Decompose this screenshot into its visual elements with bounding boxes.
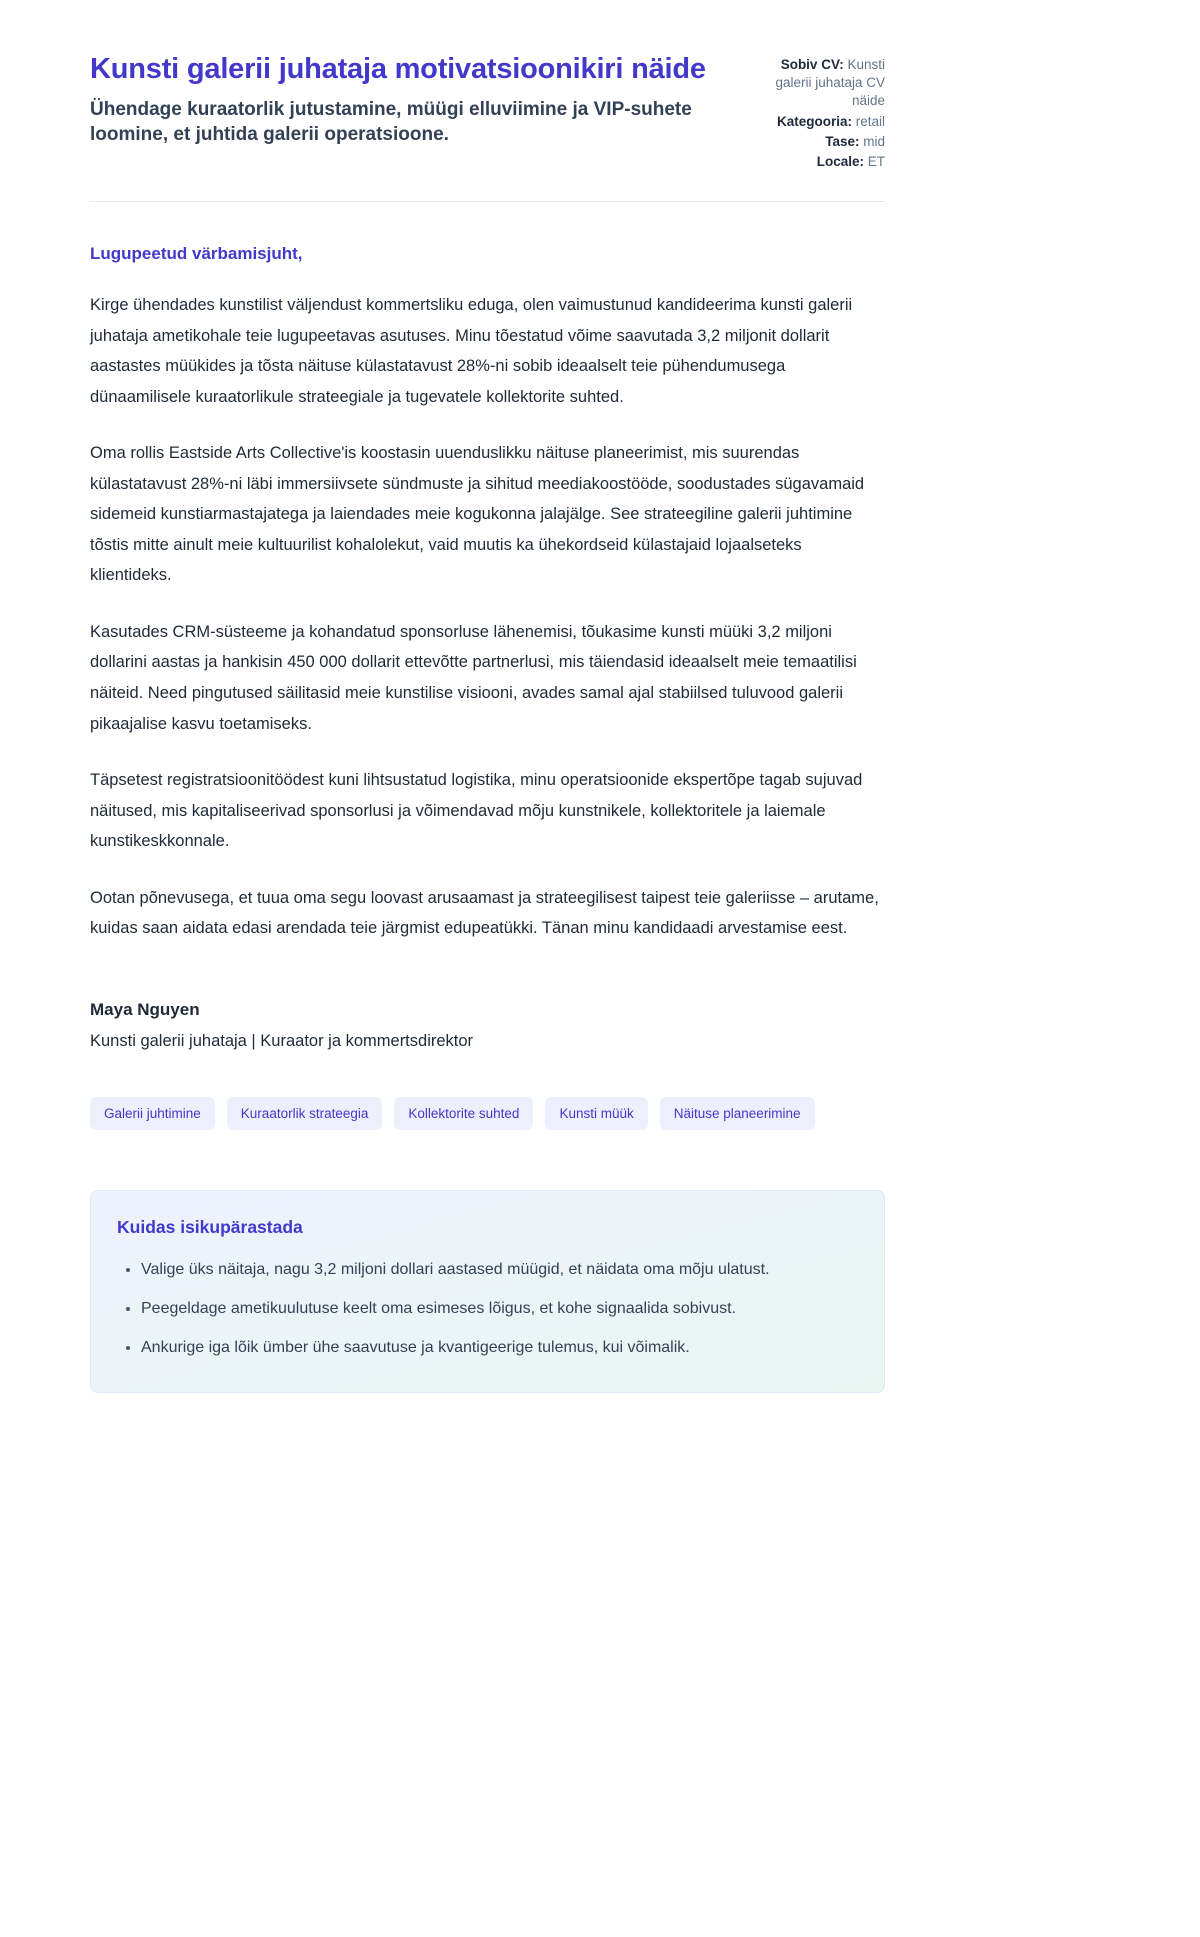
meta-value-level: mid: [863, 133, 885, 149]
meta-item-matching-cv: [757, 56, 885, 111]
signature-name: Maya Nguyen: [90, 999, 200, 1019]
letter-paragraph-1: Kirge ühendades kunstilist väljendust kommertsliku eduga, olen vaimustunud kandideerima kunsti galerii juhataja ametikohale teie lugupeetavas asutuses. Minu tõestatud võime saavutada 3,2 miljonit dollarit aastastes müükides ja tõsta näituse külastatavust 28%-ni sobib ideaalselt teie pühendumusega dünaamilisele kuraatorlikule strateegiale ja tugevatele kollektorite suhted.: [90, 296, 853, 406]
meta-label-matching-cv: Sobiv CV:: [780, 57, 844, 72]
meta-panel: [757, 52, 885, 173]
tip-item-1: • Valige üks näitaja, nagu 3,2 miljoni dollari aastased müügid, et näidata oma mõju ulatust.: [141, 1256, 858, 1284]
meta-value-category: retail: [855, 113, 885, 129]
header-left: [90, 52, 715, 148]
tip-item-3: • Ankurige iga lõik ümber ühe saavutuse ja kvantigeerige tulemus, kui võimalik.: [141, 1334, 858, 1362]
meta-label-category: Kategooria:: [776, 113, 852, 129]
letter-paragraph-5: Ootan põnevusega, et tuua oma segu loovast arusaamast ja strateegilisest taipest teie galeriisse – arutame, kuidas saan aidata edasi arendada teie järgmist edupeatükki. Tänan minu kandidaadi arvestamise eest.: [90, 888, 879, 938]
tips-box: [90, 1190, 885, 1393]
meta-item-locale: [757, 153, 885, 171]
signature-role: Kunsti galerii juhataja | Kuraator ja kommertsdirektor: [90, 1031, 474, 1050]
meta-item-level: [757, 133, 885, 151]
header: [90, 52, 885, 173]
meta-label-locale: Locale:: [816, 154, 864, 170]
tip-item-2: • Peegeldage ametikuulutuse keelt oma esimeses lõigus, et kohe signaalida sobivust.: [141, 1295, 858, 1323]
page-title: Kunsti galerii juhataja motivatsioonikiri näide: [90, 53, 706, 85]
page: [90, 0, 885, 1393]
letter-paragraph-3: Kasutades CRM-süsteeme ja kohandatud sponsorluse lähenemisi, tõukasime kunsti müüki 3,2 miljoni dollarini aastas ja hankisin 450 000 dollarit ettevõtte partnerlusi, mis täiendasid ideaalselt meie temaatilisi näiteid. Need pingutused säilitasid meie kunstilise visiooni, avades samal ajal stabiilsed tuluvood galerii pikaajalise kasvu toetamiseks.: [90, 622, 857, 733]
divider: [90, 201, 885, 202]
letter-paragraph-4: Täpsetest registratsioonitöödest kuni lihtsustatud logistika, minu operatsioonide ekspertõpe tagab sujuvad näitused, mis kapitaliseerivad sponsorlusi ja võimendavad mõju kunstnikele, kollektoritele ja laiemale kunstikeskkonnale.: [90, 771, 863, 851]
tips-title: Kuidas isikupärastada: [117, 1216, 303, 1237]
tips-list: [117, 1256, 858, 1362]
letter-paragraph-2: Oma rollis Eastside Arts Collective'is koostasin uuenduslikku näituse planeerimist, mis suurendas külastatavust 28%-ni läbi immersiivsete sündmuste ja sihitud meediakoostööde, soodustades sügavamaid sidemeid kunstiarmastajatega ja laiendades meie kogukonna jalajälge. See strateegiline galerii juhtimine tõstis mitte ainult meie kultuurilist kohalolekut, vaid muutis ka ühekordseid külastajaid lojaalseteks klientideks.: [90, 444, 865, 585]
tag-list: [90, 1097, 885, 1130]
tag-kuraatorlik-strateegia[interactable]: Kuraatorlik strateegia: [227, 1097, 383, 1130]
meta-value-locale: ET: [867, 154, 885, 170]
tag-naituse-planeerimine[interactable]: Näituse planeerimine: [660, 1097, 815, 1130]
letter-body: [90, 244, 885, 1050]
tag-kunsti-muuk[interactable]: Kunsti müük: [545, 1097, 647, 1130]
greeting: Lugupeetud värbamisjuht,: [90, 244, 303, 264]
tag-kollektorite-suhted[interactable]: Kollektorite suhted: [394, 1097, 533, 1130]
page-subtitle: Ühendage kuraatorlik jutustamine, müügi elluviimine ja VIP-suhete loomine, et juhtida galerii operatsioone.: [90, 98, 692, 146]
meta-value-matching-cv: Kunsti galerii juhataja CV näide: [775, 57, 885, 109]
meta-label-level: Tase:: [825, 133, 860, 149]
meta-item-category: [757, 113, 885, 131]
tag-galerii-juhtimine[interactable]: Galerii juhtimine: [90, 1097, 215, 1130]
